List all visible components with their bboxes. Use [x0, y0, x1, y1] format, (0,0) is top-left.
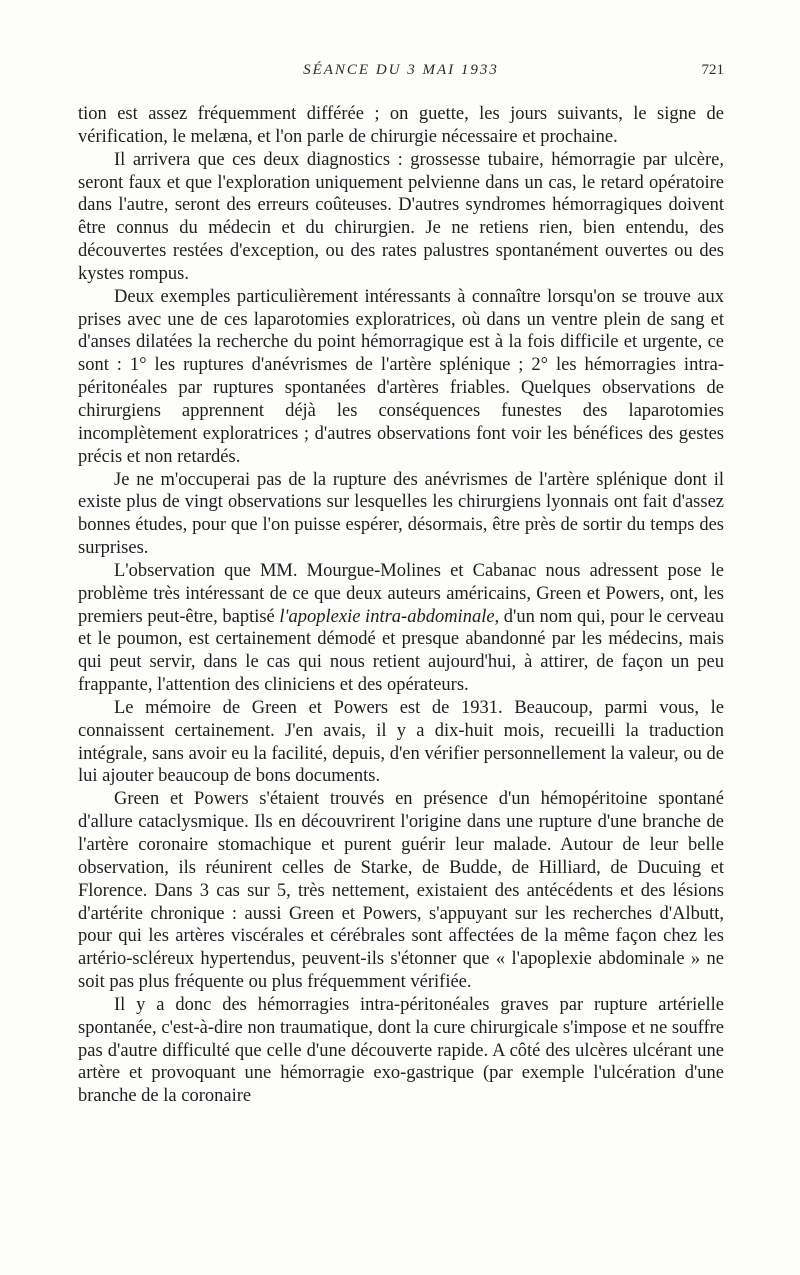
page-number: 721 — [701, 62, 724, 78]
running-title: SÉANCE DU 3 MAI 1933 — [303, 62, 499, 78]
paragraph-6: Le mémoire de Green et Powers est de 1931. Beaucoup, parmi vous, le connaissent certainement. J'en avais, il y a dix-huit mois, recueilli la traduction intégrale, sans avoir eu la facilité, depuis, d'en vérifier personnellement la valeur, ou de lui ajouter beaucoup de bons documents. — [78, 697, 724, 787]
paragraph-5-text-after: , d'un nom qui, pour le cerveau et le poumon, est certainement démodé et presque abandonné par les médecins, mais qui peut servir, dans le cas qui nous retient aujourd'hui, à attirer, de façon un peu frappante, l'attention des cliniciens et des opérateurs. — [78, 606, 724, 696]
paragraph-1: tion est assez fréquemment différée ; on guette, les jours suivants, le signe de vérification, le melæna, et l'on parle de chirurgie nécessaire et prochaine. — [78, 104, 724, 147]
running-head — [78, 62, 724, 84]
body-text — [78, 103, 724, 1108]
italic-term: l'apoplexie intra-abdominale — [279, 606, 495, 627]
paragraph-7: Green et Powers s'étaient trouvés en présence d'un hémopéritoine spontané d'allure cataclysmique. Ils en découvrirent l'origine dans une rupture d'une branche de l'artère coronaire stomachique et purent guérir leur malade. Autour de leur belle observation, ils réunirent celles de Starke, de Budde, de Hilliard, de Ducuing et Florence. Dans 3 cas sur 5, très nettement, existaient des antécédents et des lésions d'artérite chronique : aussi Green et Powers, s'appuyant sur les recherches d'Albutt, pour qui les artères viscérales et cérébrales sont affectées de la même façon chez les artério-scléreux hypertendus, peuvent-ils s'étonner que « l'apoplexie abdominale » ne soit pas plus fréquente ou plus fréquemment vérifiée. — [78, 789, 724, 993]
paragraph-5-text-before: L'observation que MM. Mourgue-Molines et Cabanac nous adressent pose le problème très intéressant de ce que deux auteurs américains, Green et Powers, ont, les premiers peut-être, baptisé — [78, 560, 724, 627]
paragraph-4: Je ne m'occuperai pas de la rupture des anévrismes de l'artère splénique dont il existe plus de vingt observations sur lesquelles les chirurgiens lyonnais ont fait d'assez bonnes études, pour que l'on puisse espérer, désormais, être près de sortir du temps des surprises. — [78, 469, 724, 559]
paragraph-8: Il y a donc des hémorragies intra-péritonéales graves par rupture artérielle spontanée, c'est-à-dire non traumatique, dont la cure chirurgicale s'impose et ne souffre pas d'autre difficulté que celle d'une découverte rapide. A côté des ulcères ulcérant une artère et provoquant une hémorragie exo-gastrique (par exemple l'ulcération d'une branche de la coronaire — [78, 994, 724, 1107]
paragraph-3: Deux exemples particulièrement intéressants à connaître lorsqu'on se trouve aux prises avec une de ces laparotomies exploratrices, où dans un ventre plein de sang et d'anses dilatées la recherche du point hémorragique est à la fois difficile et urgente, ce sont : 1° les ruptures d'anévrismes de l'artère splénique ; 2° les hémorragies intra-péritonéales par ruptures spontanées d'artères friables. Quelques observations de chirurgiens apprennent déjà les conséquences funestes des laparotomies incomplètement exploratrices ; d'autres observations font voir les bénéfices des gestes précis et non retardés. — [78, 286, 724, 467]
paragraph-5 — [78, 560, 724, 697]
paragraph-2: Il arrivera que ces deux diagnostics : grossesse tubaire, hémorragie par ulcère, seront faux et que l'exploration uniquement pelvienne dans un cas, le retard opératoire dans l'autre, seront des erreurs coûteuses. D'autres syndromes hémorragiques doivent être connus du médecin et du chirurgien. Je ne retiens rien, bien entendu, des découvertes restées d'exception, ou des rates palustres spontanément ouvertes ou des kystes rompus. — [78, 149, 724, 284]
